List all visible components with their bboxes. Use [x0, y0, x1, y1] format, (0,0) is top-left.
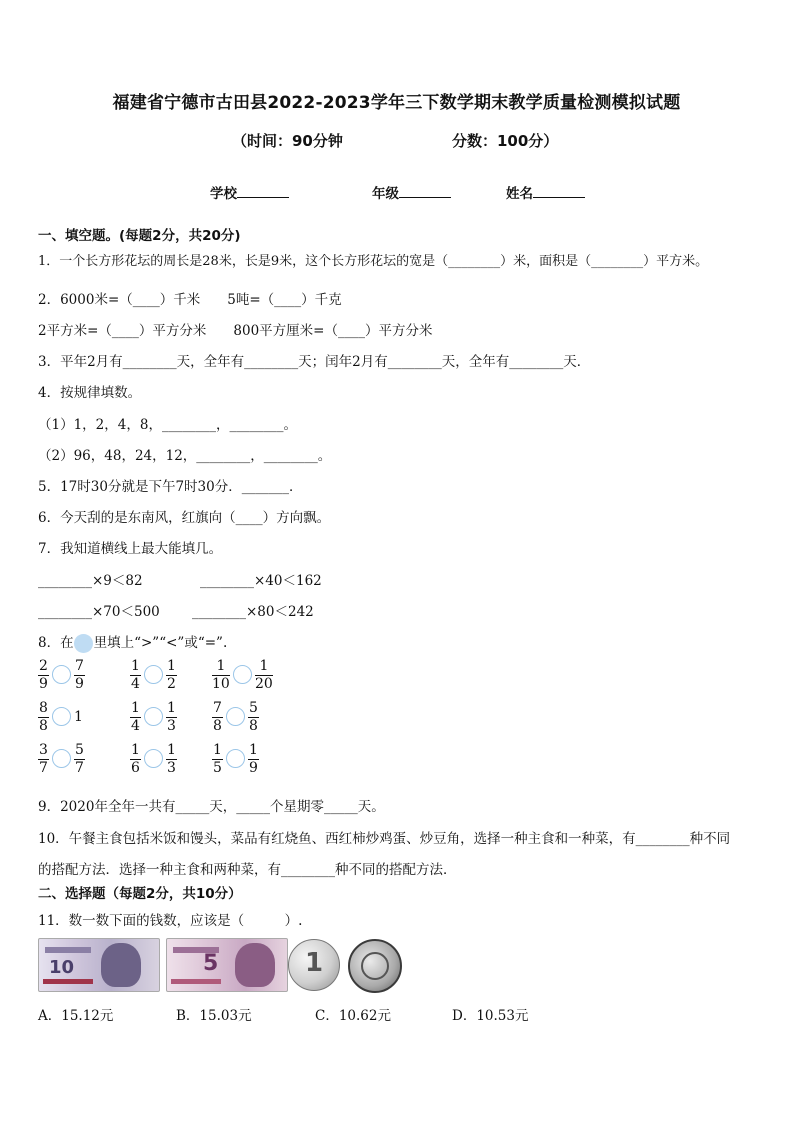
- comparison-circle[interactable]: [226, 707, 245, 726]
- fraction: [38, 700, 49, 735]
- banknote-denomination: 5: [203, 951, 219, 976]
- fraction: [130, 658, 141, 693]
- question-4-part-2: （2）96，48，24，12，________，________。: [38, 448, 332, 464]
- fraction: [74, 742, 85, 777]
- page-title: 福建省宁德市古田县2022-2023学年三下数学期末教学质量检测模拟试题: [112, 93, 681, 113]
- question-8-suffix: 里填上“>”“<”或“=”.: [93, 635, 228, 651]
- numerator: 1: [213, 742, 222, 758]
- denominator: 9: [75, 676, 84, 692]
- coin-denomination: 1: [304, 948, 324, 978]
- question-6: 6．今天刮的是东南风，红旗向（____）方向飘。: [38, 510, 331, 526]
- denominator: 20: [255, 676, 273, 692]
- denominator: 4: [131, 676, 140, 692]
- fraction: [130, 742, 141, 777]
- circle-blank-icon: [74, 634, 93, 653]
- numerator: 1: [131, 742, 140, 758]
- option-a[interactable]: A．15.12元: [38, 1008, 114, 1024]
- denominator: 7: [75, 760, 84, 776]
- numerator: 7: [213, 700, 222, 716]
- comparison-circle[interactable]: [52, 749, 71, 768]
- question-8: [38, 631, 227, 652]
- comparison-circle[interactable]: [52, 707, 71, 726]
- question-11: 11．数一数下面的钱数，应该是（ ）.: [38, 913, 303, 929]
- question-9: 9．2020年全年一共有_____天，_____个星期零_____天。: [38, 799, 385, 815]
- fraction: [38, 742, 49, 777]
- denominator: 3: [167, 760, 176, 776]
- name-label: 姓名: [506, 186, 533, 202]
- emblem-icon: [361, 952, 389, 980]
- whole-number: 1: [74, 709, 83, 725]
- fraction: [248, 742, 259, 777]
- denominator: 2: [167, 676, 176, 692]
- question-3: 3．平年2月有________天，全年有________天；闰年2月有________天，全年有________天．: [38, 354, 591, 370]
- numerator: 1: [249, 742, 258, 758]
- question-7a: ________×9＜82: [38, 573, 143, 589]
- numerator: 1: [167, 742, 176, 758]
- school-label: 学校: [210, 186, 237, 202]
- fraction: [38, 658, 49, 693]
- fraction: [212, 658, 230, 693]
- denominator: 8: [213, 718, 222, 734]
- question-4-part-1: （1）1，2，4，8，________，________。: [38, 417, 297, 433]
- denominator: 8: [249, 718, 258, 734]
- numerator: 3: [39, 742, 48, 758]
- comparison-circle[interactable]: [52, 665, 71, 684]
- numerator: 1: [167, 658, 176, 674]
- portrait-icon: [101, 943, 141, 987]
- numerator: 1: [212, 658, 230, 676]
- grade-blank[interactable]: [399, 183, 451, 198]
- denominator: 6: [131, 760, 140, 776]
- question-7: 7．我知道横线上最大能填几。: [38, 541, 223, 557]
- school-blank[interactable]: [237, 183, 289, 198]
- comparison-circle[interactable]: [144, 749, 163, 768]
- question-10-line-1: 10．午餐主食包括米饭和馒头，菜品有红烧鱼、西红柿炒鸡蛋、炒豆角，选择一种主食和一种菜，有________种不同: [38, 831, 731, 847]
- comparison-circle[interactable]: [144, 665, 163, 684]
- question-5: 5．17时30分就是下午7时30分．_______．: [38, 479, 303, 495]
- section-1-heading: 一、填空题。(每题2分，共20分): [38, 228, 241, 244]
- fraction: [130, 700, 141, 735]
- numerator: 1: [131, 700, 140, 716]
- name-field: [506, 182, 585, 202]
- numerator: 1: [131, 658, 140, 674]
- fraction: [248, 700, 259, 735]
- question-7c: ________×70＜500: [38, 604, 160, 620]
- denominator: 10: [212, 676, 230, 692]
- school-field: [210, 182, 289, 202]
- fraction: [212, 742, 223, 777]
- fraction: [166, 658, 177, 693]
- section-2-heading: 二、选择题（每题2分，共10分）: [38, 886, 242, 902]
- one-yuan-coin: [288, 939, 340, 991]
- question-10-line-2: 的搭配方法．选择一种主食和两种菜，有________种不同的搭配方法．: [38, 862, 457, 878]
- denominator: 9: [249, 760, 258, 776]
- numerator: 5: [75, 742, 84, 758]
- comparison-circle[interactable]: [226, 749, 245, 768]
- denominator: 5: [213, 760, 222, 776]
- question-4: 4．按规律填数。: [38, 385, 142, 401]
- comparison-circle[interactable]: [144, 707, 163, 726]
- score-label: 分数：100分）: [452, 132, 559, 150]
- fraction: [255, 658, 273, 693]
- numerator: 7: [75, 658, 84, 674]
- numerator: 1: [167, 700, 176, 716]
- question-8-prefix: 8．在: [38, 635, 74, 651]
- question-2a: 2．6000米=（____）千米 5吨=（____）千克: [38, 292, 342, 308]
- ten-yuan-banknote: [38, 938, 160, 992]
- option-c[interactable]: C．10.62元: [315, 1008, 391, 1024]
- denominator: 7: [39, 760, 48, 776]
- five-yuan-banknote: [166, 938, 288, 992]
- fraction: [74, 658, 85, 693]
- numerator: 2: [39, 658, 48, 674]
- name-blank[interactable]: [533, 183, 585, 198]
- fraction: [166, 700, 177, 735]
- denominator: 4: [131, 718, 140, 734]
- time-label: （时间：90分钟: [232, 132, 343, 150]
- option-d[interactable]: D．10.53元: [452, 1008, 529, 1024]
- comparison-circle[interactable]: [233, 665, 252, 684]
- option-b[interactable]: B．15.03元: [176, 1008, 252, 1024]
- question-2b: 2平方米=（____）平方分米 800平方厘米=（____）平方分米: [38, 323, 433, 339]
- fraction: [212, 700, 223, 735]
- fraction: [166, 742, 177, 777]
- numerator: 5: [249, 700, 258, 716]
- question-7d: ________×80＜242: [192, 604, 314, 620]
- numerator: 1: [255, 658, 273, 676]
- denominator: 3: [167, 718, 176, 734]
- question-7b: ________×40＜162: [200, 573, 322, 589]
- denominator: 9: [39, 676, 48, 692]
- numerator: 8: [39, 700, 48, 716]
- denominator: 8: [39, 718, 48, 734]
- grade-label: 年级: [372, 186, 399, 202]
- grade-field: [372, 182, 451, 202]
- question-1: 1．一个长方形花坛的周长是28米，长是9米，这个长方形花坛的宽是（________）米，面积是（________）平方米。: [38, 254, 709, 269]
- portrait-icon: [235, 943, 275, 987]
- jiao-coin: [348, 939, 402, 993]
- banknote-denomination: 10: [49, 957, 75, 978]
